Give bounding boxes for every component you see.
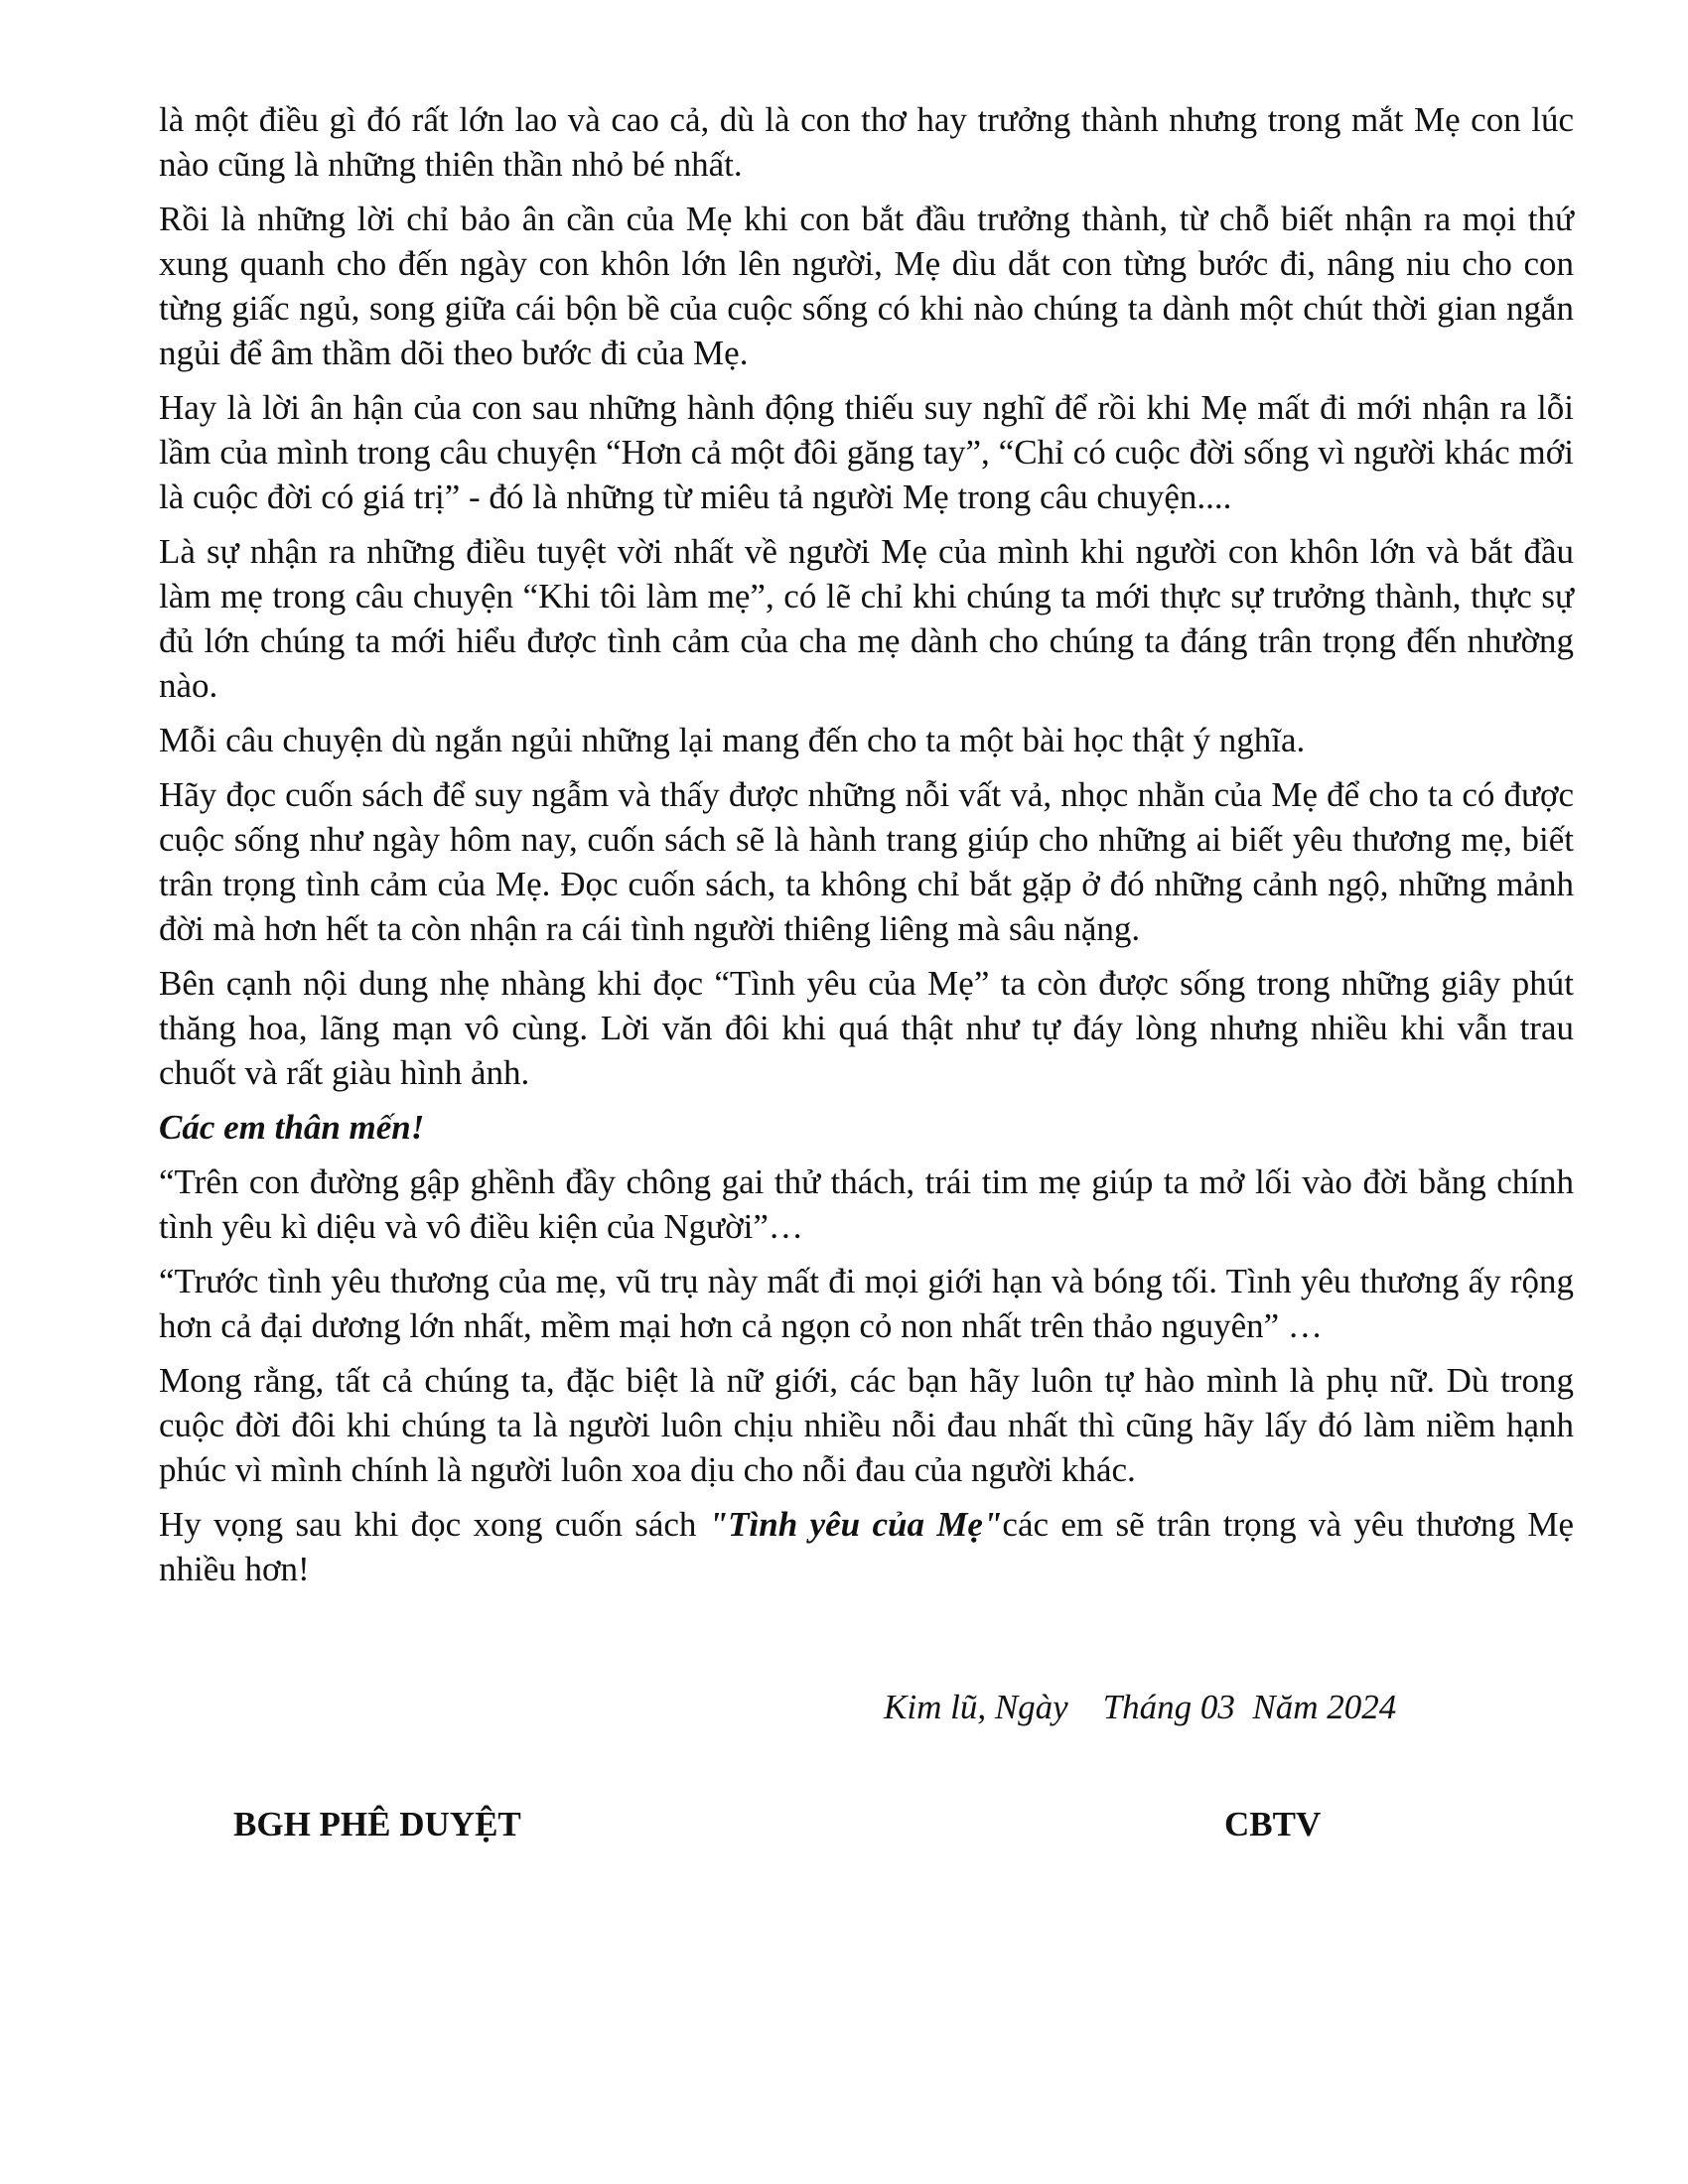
quote-2: “Trước tình yêu thương của mẹ, vũ trụ này mất đi mọi giới hạn và bóng tối. Tình yêu thương ấy rộng hơn cả đại dương lớn nhất, mềm mại hơn cả ngọn cỏ non nhất trên thảo nguyên” … <box>159 1262 1574 1345</box>
signature-left: BGH PHÊ DUYỆT <box>233 1805 521 1843</box>
paragraph-3: Hay là lời ân hận của con sau những hành động thiếu suy nghĩ để rồi khi Mẹ mất đi mới nhận ra lỗi lầm của mình trong câu chuyện “Hơn cả một đôi găng tay”, “Chỉ có cuộc đời sống vì người khác mới là cuộc đời có giá trị” - đó là những từ miêu tả người Mẹ trong câu chuyện.... <box>159 388 1574 516</box>
paragraph-7: Bên cạnh nội dung nhẹ nhàng khi đọc “Tình yêu của Mẹ” ta còn được sống trong những giây phút thăng hoa, lãng mạn vô cùng. Lời văn đôi khi quá thật như tự đáy lòng nhưng nhiều khi vẫn trau chuốt và rất giàu hình ảnh. <box>159 964 1574 1092</box>
book-title: "Tình yêu của Mẹ" <box>708 1505 1003 1544</box>
paragraph-1: là một điều gì đó rất lớn lao và cao cả, dù là con thơ hay trưởng thành nhưng trong mắt Mẹ con lúc nào cũng là những thiên thần nhỏ bé nhất. <box>159 100 1574 184</box>
paragraph-5: Mỗi câu chuyện dù ngắn ngủi những lại mang đến cho ta một bài học thật ý nghĩa. <box>159 721 1306 759</box>
final-wish <box>159 1502 1574 1591</box>
date-line: Kim lũ, Ngày Tháng 03 Năm 2024 <box>884 1688 1397 1726</box>
document-body <box>159 97 1574 1601</box>
paragraph-6: Hãy đọc cuốn sách để suy ngẫm và thấy được những nỗi vất vả, nhọc nhằn của Mẹ để cho ta có được cuộc sống như ngày hôm nay, cuốn sách sẽ là hành trang giúp cho những ai biết yêu thương mẹ, biết trân trọng tình cảm của Mẹ. Đọc cuốn sách, ta không chỉ bắt gặp ở đó những cảnh ngộ, những mảnh đời mà hơn hết ta còn nhận ra cái tình người thiêng liêng mà sâu nặng. <box>159 775 1574 948</box>
final-wish-after: các em sẽ trân trọng và yêu thương Mẹ nhiều hơn! <box>159 1505 1574 1588</box>
signature-right: CBTV <box>1224 1805 1322 1843</box>
paragraph-4: Là sự nhận ra những điều tuyệt vời nhất về người Mẹ của mình khi người con khôn lớn và bắt đầu làm mẹ trong câu chuyện “Khi tôi làm mẹ”, có lẽ chỉ khi chúng ta mới thực sự trưởng thành, thực sự đủ lớn chúng ta mới hiểu được tình cảm của cha mẹ dành cho chúng ta đáng trân trọng đến nhường nào. <box>159 532 1574 705</box>
greeting: Các em thân mến! <box>159 1108 425 1147</box>
closing-paragraph: Mong rằng, tất cả chúng ta, đặc biệt là nữ giới, các bạn hãy luôn tự hào mình là phụ nữ. Dù trong cuộc đời đôi khi chúng ta là người luôn chịu nhiều nỗi đau nhất thì cũng hãy lấy đó làm niềm hạnh phúc vì mình chính là người luôn xoa dịu cho nỗi đau của người khác. <box>159 1361 1574 1489</box>
final-wish-before: Hy vọng sau khi đọc xong cuốn sách <box>159 1505 709 1544</box>
paragraph-2: Rồi là những lời chỉ bảo ân cần của Mẹ khi con bắt đầu trưởng thành, từ chỗ biết nhận ra mọi thứ xung quanh cho đến ngày con khôn lớn lên người, Mẹ dìu dắt con từng bước đi, nâng niu cho con từng giấc ngủ, song giữa cái bộn bề của cuộc sống có khi nào chúng ta dành một chút thời gian ngắn ngủi để âm thầm dõi theo bước đi của Mẹ. <box>159 200 1574 372</box>
quote-1: “Trên con đường gập ghềnh đầy chông gai thử thách, trái tim mẹ giúp ta mở lối vào đời bằng chính tình yêu kì diệu và vô điều kiện của Người”… <box>159 1162 1574 1246</box>
